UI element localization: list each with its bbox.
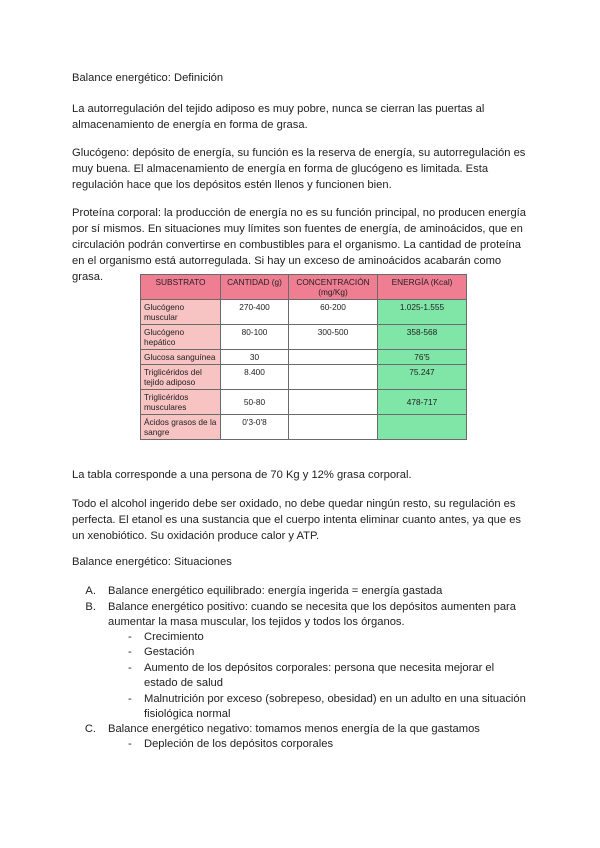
heading-definition: Balance energético: Definición [72,72,224,84]
cell-energia: 358-568 [378,325,467,350]
cell-substrato: Triglicéridos musculares [141,390,221,415]
paragraph-protein: Proteína corporal: la producción de energía no es su función principal, no producen energía por sí mismos. En situaciones muy límites son fuentes de energía, de aminoácidos, que en circulación podrán convertirse en combustibles para el organismo. La cantidad de proteína en el organismo está autorregulada. Si hay un exceso de aminoácidos acabarán como grasa. [72,207,527,283]
cell-energia [378,415,467,440]
header-cantidad: CANTIDAD (g) [221,275,289,300]
cell-energia: 75.247 [378,365,467,390]
sub-item-depletion: Depleción de los depósitos corporales [144,738,334,750]
cell-cantidad: 80-100 [221,325,289,350]
table-row [141,415,467,440]
dash-marker: - [128,738,132,750]
table-row [141,325,467,350]
paragraph-adipose: La autorregulación del tejido adiposo es muy pobre, nunca se cierran las puertas al almacenamiento de energía en forma de grasa. [72,103,485,131]
list-item-positive-l2: aumentar la masa muscular, los tejidos y todos los órganos. [108,616,405,628]
sub-item-gestation: Gestación [144,646,195,658]
list-marker-c: C. [84,723,96,735]
dash-marker: - [128,646,132,658]
cell-concentracion [289,415,378,440]
sub-item-growth: Crecimiento [144,631,204,643]
list-marker-a: A. [85,585,96,597]
header-energia: ENERGÍA (Kcal) [378,275,467,300]
cell-substrato: Glucógeno muscular [141,300,221,325]
list-item-negative: Balance energético negativo: tomamos menos energía de la que gastamos [108,723,480,735]
cell-concentracion [289,390,378,415]
sub-item-deposits-l2: estado de salud [144,677,223,689]
table-row [141,365,467,390]
list-item-positive-l1: Balance energético positivo: cuando se necesita que los depósitos aumenten para [108,601,516,613]
cell-energia: 1.025-1.555 [378,300,467,325]
cell-energia: 76'5 [378,350,467,365]
cell-cantidad: 270-400 [221,300,289,325]
list-item-balanced: Balance energético equilibrado: energía ingerida = energía gastada [108,585,443,597]
cell-cantidad: 30 [221,350,289,365]
cell-cantidad: 8.400 [221,365,289,390]
header-substrato: SUBSTRATO [141,275,221,300]
heading-situations: Balance energético: Situaciones [72,556,232,568]
table-row [141,390,467,415]
table-header-row [141,275,467,300]
dash-marker: - [128,662,132,674]
sub-item-malnutrition-l1: Malnutrición por exceso (sobrepeso, obesidad) en un adulto en una situación [144,693,526,705]
cell-concentracion: 60-200 [289,300,378,325]
cell-concentracion: 300-500 [289,325,378,350]
cell-concentracion [289,365,378,390]
table-row [141,350,467,365]
cell-substrato: Triglicéridos del tejido adiposo [141,365,221,390]
cell-substrato: Glucosa sanguínea [141,350,221,365]
cell-substrato: Ácidos grasos de la sangre [141,415,221,440]
list-marker-b: B. [85,601,96,613]
paragraph-glycogen: Glucógeno: depósito de energía, su función es la reserva de energía, su autorregulación es muy buena. El almacenamiento de energía en forma de glucógeno es limitada. Esta regulación hace que los depósitos estén llenos y funcionen bien. [72,147,526,191]
cell-cantidad: 50-80 [221,390,289,415]
paragraph-alcohol: Todo el alcohol ingerido debe ser oxidado, no debe quedar ningún resto, su regulación es perfecta. El etanol es una sustancia que el cuerpo intenta eliminar cuanto antes, ya que es un xenobiótico. Su oxidación produce calor y ATP. [72,498,522,542]
dash-marker: - [128,693,132,705]
sub-item-malnutrition-l2: fisiológica normal [144,708,231,720]
paragraph-table-note: La tabla corresponde a una persona de 70 Kg y 12% grasa corporal. [72,469,412,481]
table-row [141,300,467,325]
cell-substrato: Glucógeno hepático [141,325,221,350]
header-concentracion: CONCENTRACIÓN (mg/Kg) [289,275,378,300]
cell-cantidad: 0'3-0'8 [221,415,289,440]
sub-item-deposits-l1: Aumento de los depósitos corporales: persona que necesita mejorar el [144,662,495,674]
cell-energia: 478-717 [378,390,467,415]
dash-marker: - [128,631,132,643]
substrate-table [140,274,467,440]
cell-concentracion [289,350,378,365]
